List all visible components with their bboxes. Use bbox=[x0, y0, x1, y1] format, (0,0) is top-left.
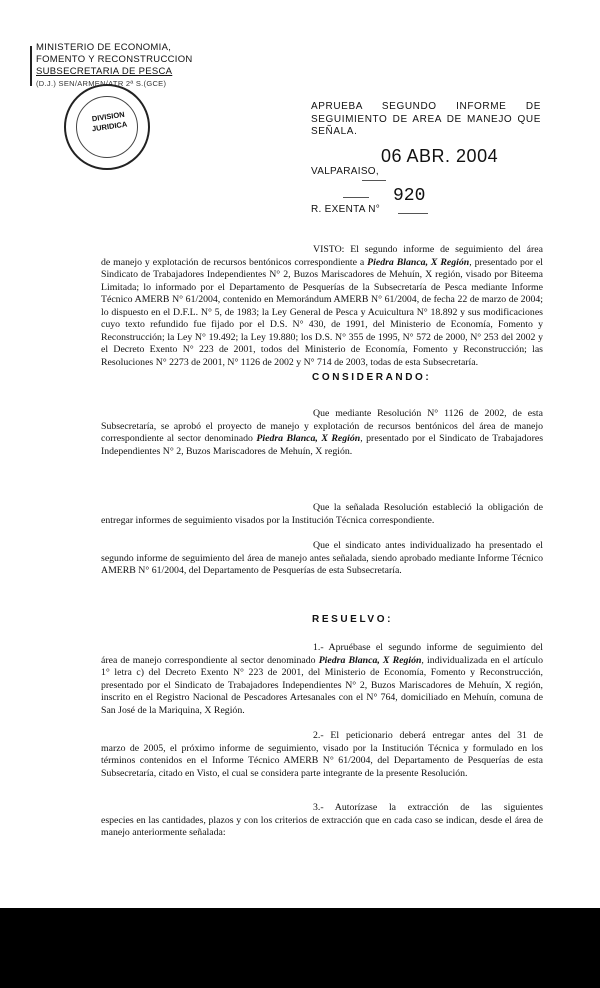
summary-line-2: SEGUIMIENTO DE AREA DE MANEJO QUE bbox=[311, 113, 541, 125]
number-underline bbox=[398, 213, 428, 214]
subsecretaria-line: SUBSECRETARIA DE PESCA bbox=[36, 66, 173, 77]
visto-lead: VISTO: El segundo informe de seguimiento del área bbox=[313, 244, 543, 255]
number-line-left bbox=[343, 197, 369, 198]
reference-code: (D.J.) SEN/ARMEN/ATR 2ª S.(GCE) bbox=[36, 79, 167, 88]
ministry-line-1: MINISTERIO DE ECONOMIA, bbox=[36, 42, 172, 53]
ministry-header bbox=[36, 42, 193, 90]
summary-line-1: APRUEBA SEGUNDO INFORME DE bbox=[311, 101, 541, 112]
date-stamp: 06 ABR. 2004 bbox=[381, 146, 499, 166]
resolution-number: 920 bbox=[393, 186, 426, 206]
resuelvo-heading: RESUELVO: bbox=[312, 614, 393, 625]
summary-line-3: SEÑALA. bbox=[311, 126, 358, 137]
resuelvo-2: 2.- El peticionario deberá entregar antes del 31 de marzo de 2005, el próximo informe de seguimiento, visado por la Institución Técnica y formulado en los términos contenidos en el Informe Técnico AMERB N° 61/2004, del Departamento de Pesquerías de esta Subsecretaría, citado en Visto, el cual se considera parte integrante de la presente Resolución. bbox=[101, 730, 543, 779]
considerando-sector: Piedra Blanca, X Región bbox=[256, 433, 361, 444]
date-underline bbox=[362, 180, 386, 181]
stamp-text: DIVISION JURIDICA bbox=[91, 109, 128, 134]
ministry-line-2: FOMENTO Y RECONSTRUCCION bbox=[36, 54, 193, 65]
visto-sector: Piedra Blanca, X Región bbox=[367, 256, 470, 268]
scan-border bbox=[0, 908, 600, 988]
place-label: VALPARAISO, bbox=[311, 166, 379, 177]
resuelvo-sector: Piedra Blanca, X Región bbox=[318, 654, 422, 666]
considerando-3: Que el sindicato antes individualizado ha presentado el segundo informe de seguimiento del área de manejo antes señalada, siendo aprobado mediante Informe Técnico AMERB N° 61/2004, del Departamento de Pesquerías de esta Subsecretaría. bbox=[101, 540, 543, 576]
division-juridica-stamp bbox=[64, 84, 150, 170]
visto-section bbox=[101, 244, 543, 369]
resolution-label: R. EXENTA N° bbox=[311, 204, 381, 215]
resolution-summary bbox=[311, 101, 541, 139]
considerando-1: Que mediante Resolución N° 1126 de 2002, de esta Subsecretaría, se aprobó el proyecto de manejo y explotación de recursos bentónicos del área de manejo correspondiente al sector denominado Piedra Blanca, X Región, presentado por el Sindicato de Trabajadores Independientes N° 2, Buzos Mariscadores de Mehuín, X región. bbox=[101, 408, 544, 457]
resuelvo-3: 3.- Autorízase la extracción de las siguientes especies en las cantidades, plazos y con los criterios de extracción que en cada caso se indican, desde el área de manejo anteriormente señalada: bbox=[101, 802, 543, 838]
considerando-heading: CONSIDERANDO: bbox=[312, 372, 432, 383]
considerando-2: Que la señalada Resolución estableció la obligación de entregar informes de seguimiento visados por la Institución Técnica correspondiente. bbox=[101, 502, 543, 526]
visto-paragraph: VISTO: El segundo informe de seguimiento del área de manejo y explotación de recursos bentónicos correspondiente a Piedra Blanca, X Región, presentado por el Sindicato de Trabajadores Independientes N° 2, Buzos Mariscadores de Mehuín, X región, visado por Biteema Limitada; lo informado por el Departamento de Pesquerías de la Subsecretaría de Pesca mediante Informe Técnico AMERB N° 61/2004, contenido en Memorándum AMERB N° 61/2004, de fecha 22 de marzo de 2004; lo dispuesto en el D.F.L. N° 5, de 1983; la Ley General de Pesca y Acuicultura N° 18.892 y sus modificaciones cuyo texto refundido fue fijado por el D.S. N° 430, de 1991, del Ministerio de Economía, Fomento y Reconstrucción; la Ley N° 19.492; la Ley 19.880; los D.S. N° 355 de 1995, N° 572 de 2000, N° 253 del 2002 y el Decreto Exento N° 223 de 2001, todos del Ministerio de Economía, Fomento y Reconstrucción; las Resoluciones N° 2273 de 2001, N° 1126 de 2002 y N° 714 de 2003, todas de esta Subsecretaría. bbox=[101, 244, 543, 368]
margin-mark bbox=[30, 46, 32, 86]
resuelvo-1: 1.- Apruébase el segundo informe de seguimiento del área de manejo correspondiente al sector denominado Piedra Blanca, X Región, individualizada en el artículo 1° letra c) del Decreto Exento N° 223 de 2001, del Ministerio de Economía, Fomento y Reconstrucción, presentado por el Sindicato de Trabajadores Independientes N° 2, Buzos Mariscadores de Mehuín, X región, inscrito en el Registro Nacional de Pescadores Artesanales con el N° 764, domiciliado en Mehuín, comuna de San José de la Mariquina, X Región. bbox=[101, 642, 543, 716]
